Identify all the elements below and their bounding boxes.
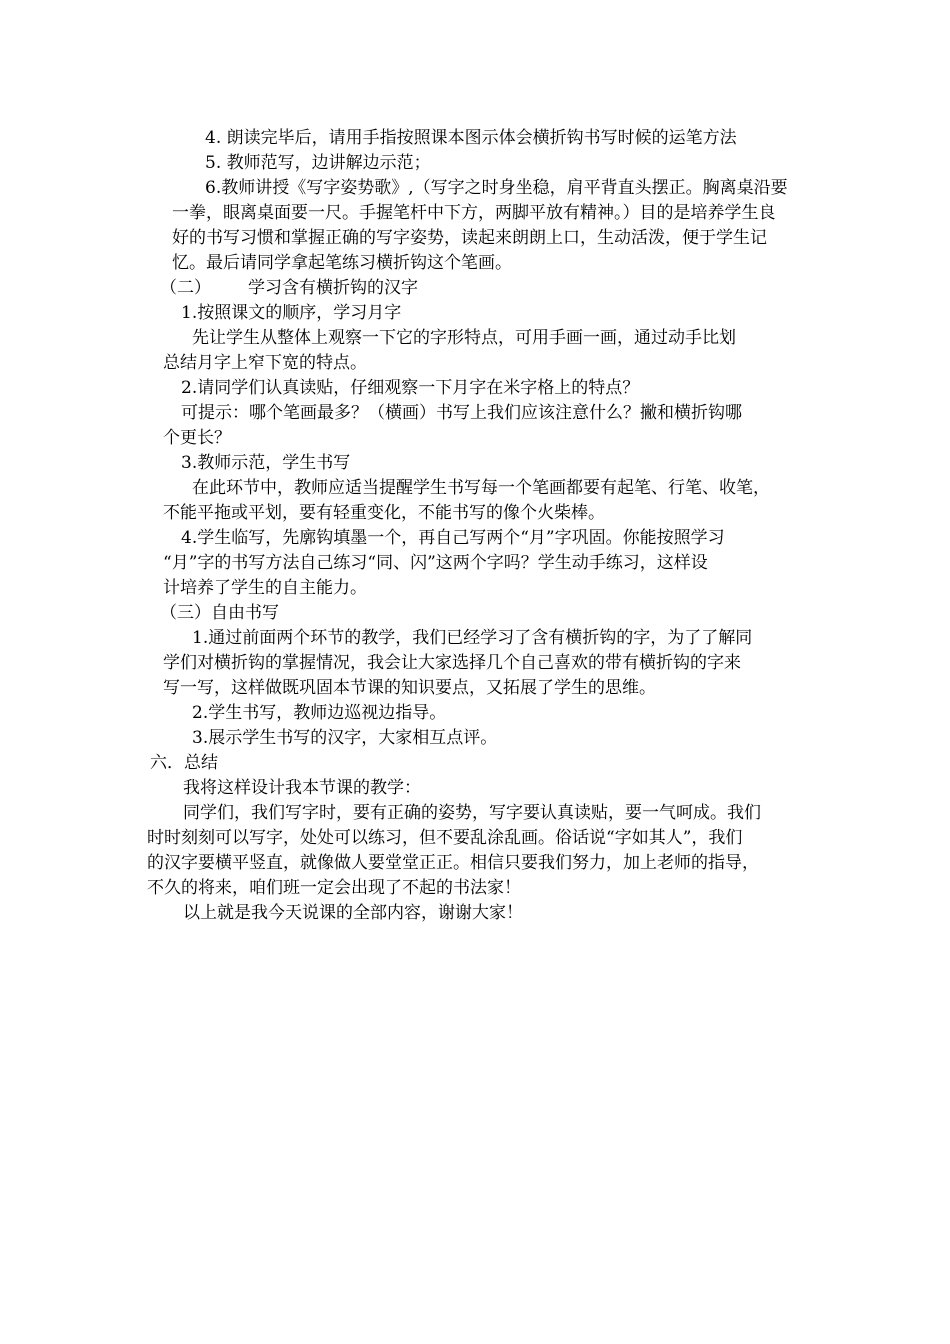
step-6-line-1: 6.教师讲授《写字姿势歌》,（写字之时身坐稳，肩平背直头摆正。胸离桌沿要	[205, 178, 788, 198]
part-2-item-4-line-2: “月”字的书写方法自己练习“同、闪”这两个字吗？学生动手练习，这样设	[163, 553, 708, 573]
part-2-item-4-line-1: 4.学生临写，先廓钩填墨一个，再自己写两个“月”字巩固。你能按照学习	[181, 528, 725, 548]
part-2-item-1-title: 1.按照课文的顺序，学习月字	[181, 303, 402, 323]
part-3-item-2: 2.学生书写，教师边巡视边指导。	[192, 703, 447, 723]
part-3-item-3: 3.展示学生书写的汉字，大家相互点评。	[192, 728, 498, 748]
part-2-item-4-line-3: 计培养了学生的自主能力。	[163, 578, 367, 598]
part-2-item-3-title: 3.教师示范，学生书写	[181, 453, 351, 473]
section-6-para-line-1: 同学们，我们写字时，要有正确的姿势，写字要认真读贴，要一气呵成。我们	[183, 803, 761, 823]
step-6-line-2: 一拳，眼离桌面要一尺。手握笔杆中下方，两脚平放有精神。）目的是培养学生良	[172, 203, 776, 223]
step-6-line-3: 好的书写习惯和掌握正确的写字姿势，读起来朗朗上口，生动活泼，便于学生记	[172, 228, 767, 248]
part-2-item-2-line-1: 可提示：哪个笔画最多？（横画）书写上我们应该注意什么？撇和横折钩哪	[181, 403, 742, 423]
part-2-item-3-line-1: 在此环节中，教师应适当提醒学生书写每一个笔画都要有起笔、行笔、收笔，	[192, 478, 770, 498]
part-2-item-1-line-1: 先让学生从整体上观察一下它的字形特点，可用手画一画，通过动手比划	[192, 328, 736, 348]
part-3-item-1-line-3: 写一写，这样做既巩固本节课的知识要点，又拓展了学生的思维。	[163, 678, 656, 698]
section-6-closing: 以上就是我今天说课的全部内容，谢谢大家！	[183, 903, 523, 923]
section-6-para-line-3: 的汉字要横平竖直，就像做人要堂堂正正。相信只要我们努力，加上老师的指导，	[147, 853, 759, 873]
part-2-item-2-title: 2.请同学们认真读贴，仔细观察一下月字在米字格上的特点？	[181, 378, 640, 398]
part-2-item-1-line-2: 总结月字上窄下宽的特点。	[163, 353, 367, 373]
step-6-line-4: 忆。最后请同学拿起笔练习横折钩这个笔画。	[172, 253, 512, 273]
part-2-item-3-line-2: 不能平拖或平划，要有轻重变化，不能书写的像个火柴棒。	[163, 503, 605, 523]
section-6-intro: 我将这样设计我本节课的教学：	[183, 778, 421, 798]
section-6-para-line-2: 时时刻刻可以写字，处处可以练习，但不要乱涂乱画。俗话说“字如其人”，我们	[147, 828, 743, 848]
part-3-heading: （三）自由书写	[160, 603, 279, 623]
part-3-item-1-line-1: 1.通过前面两个环节的教学，我们已经学习了含有横折钩的字，为了了解同	[192, 628, 753, 648]
step-5-text: 5. 教师范写，边讲解边示范；	[205, 153, 431, 173]
part-3-item-1-line-2: 学们对横折钩的掌握情况，我会让大家选择几个自己喜欢的带有横折钩的字来	[163, 653, 741, 673]
part-2-heading-number: （二）	[160, 278, 211, 298]
section-6-heading: 六．总结	[150, 753, 218, 773]
step-4-text: 4. 朗读完毕后，请用手指按照课本图示体会横折钩书写时候的运笔方法	[205, 128, 737, 148]
part-2-heading: 学习含有横折钩的汉字	[248, 278, 418, 298]
section-6-para-line-4: 不久的将来，咱们班一定会出现了不起的书法家！	[147, 878, 521, 898]
part-2-item-2-line-2: 个更长？	[163, 428, 231, 448]
